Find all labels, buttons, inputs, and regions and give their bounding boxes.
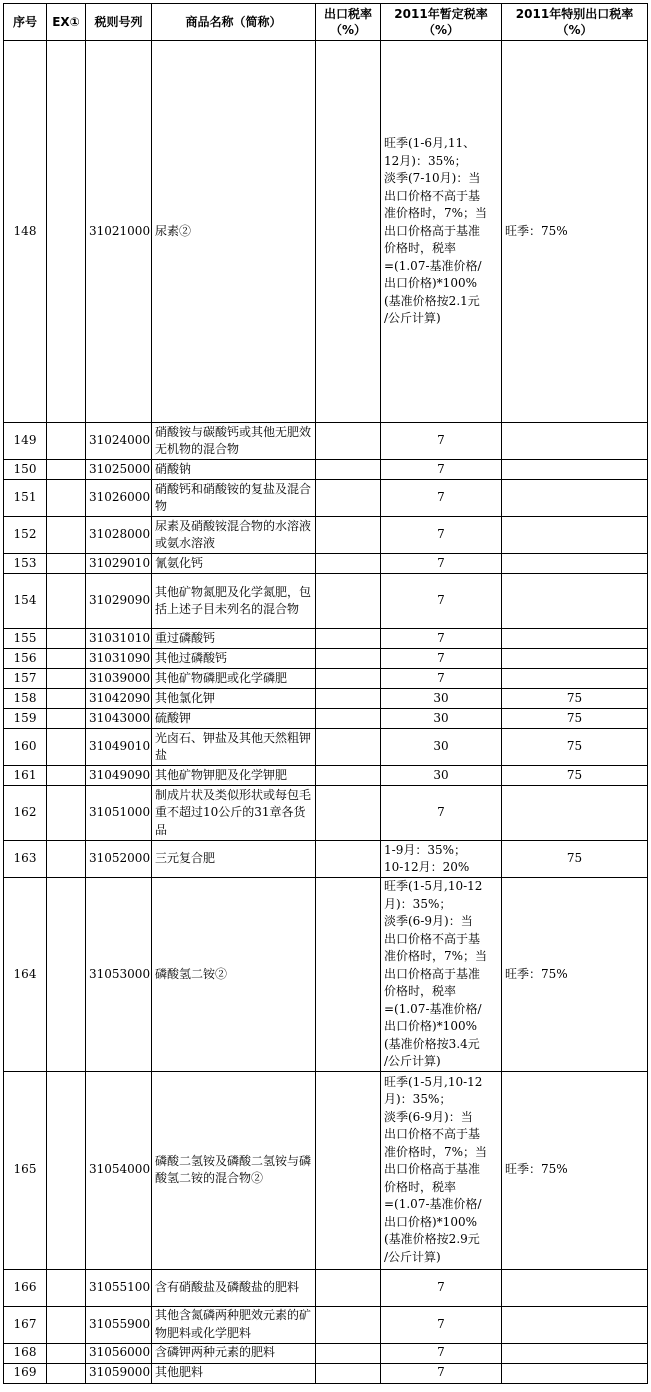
ex-cell — [47, 878, 86, 1072]
product-name-cell: 氰氨化钙 — [152, 554, 316, 574]
serial-cell: 167 — [4, 1306, 47, 1343]
ex-cell — [47, 629, 86, 649]
ex-cell — [47, 1363, 86, 1383]
special-rate-cell — [502, 669, 648, 689]
ex-cell — [47, 729, 86, 766]
export-rate-cell — [316, 649, 381, 669]
export-rate-cell — [316, 629, 381, 649]
product-name-cell: 磷酸二氢铵及磷酸二氢铵与磷酸氢二铵的混合物② — [152, 1071, 316, 1269]
special-rate-cell — [502, 1306, 648, 1343]
tariff-table — [3, 3, 648, 1384]
export-rate-cell — [316, 878, 381, 1072]
product-name-cell: 硝酸钠 — [152, 460, 316, 480]
serial-cell: 154 — [4, 574, 47, 629]
ex-cell — [47, 41, 86, 423]
product-name-cell: 其他矿物磷肥或化学磷肥 — [152, 669, 316, 689]
special-rate-cell: 75 — [502, 841, 648, 878]
ex-cell — [47, 669, 86, 689]
export-rate-cell — [316, 423, 381, 460]
table-row — [4, 480, 648, 517]
table-row — [4, 1343, 648, 1363]
export-rate-cell — [316, 554, 381, 574]
ex-cell — [47, 1306, 86, 1343]
ex-cell — [47, 1269, 86, 1306]
serial-cell: 166 — [4, 1269, 47, 1306]
serial-cell: 168 — [4, 1343, 47, 1363]
ex-cell — [47, 649, 86, 669]
temporary-rate-cell: 30 — [381, 709, 502, 729]
table-row — [4, 689, 648, 709]
ex-cell — [47, 574, 86, 629]
ex-cell — [47, 554, 86, 574]
product-name-cell: 硝酸铵与碳酸钙或其他无肥效无机物的混合物 — [152, 423, 316, 460]
temporary-rate-cell: 7 — [381, 1269, 502, 1306]
serial-cell: 169 — [4, 1363, 47, 1383]
tariff-code-cell: 31054000 — [86, 1071, 152, 1269]
table-row — [4, 729, 648, 766]
table-row — [4, 554, 648, 574]
special-rate-cell — [502, 1269, 648, 1306]
special-rate-cell — [502, 460, 648, 480]
export-rate-cell — [316, 841, 381, 878]
temporary-rate-cell: 7 — [381, 554, 502, 574]
special-rate-cell: 75 — [502, 766, 648, 786]
product-name-cell: 其他氯化钾 — [152, 689, 316, 709]
product-name-cell: 重过磷酸钙 — [152, 629, 316, 649]
temporary-rate-cell: 7 — [381, 460, 502, 480]
temporary-rate-cell: 旺季(1-6月,11、 12月)：35%； 淡季(7-10月)：当 出口价格不高于基 准价格时，7%；当 出口价格高于基准 价格时，税率 =(1.07-基准价格/ 出口价格)*100% (基准价格按2.1元 /公斤计算) — [381, 41, 502, 423]
ex-cell — [47, 786, 86, 841]
export-rate-cell — [316, 480, 381, 517]
tariff-code-cell: 31031090 — [86, 649, 152, 669]
export-rate-cell — [316, 689, 381, 709]
special-rate-cell — [502, 649, 648, 669]
export-rate-cell — [316, 1306, 381, 1343]
table-row — [4, 1071, 648, 1269]
product-name-cell: 含有硝酸盐及磷酸盐的肥料 — [152, 1269, 316, 1306]
ex-cell — [47, 841, 86, 878]
product-name-cell: 硫酸钾 — [152, 709, 316, 729]
serial-cell: 148 — [4, 41, 47, 423]
tariff-code-cell: 31042090 — [86, 689, 152, 709]
tariff-code-cell: 31021000 — [86, 41, 152, 423]
tariff-code-cell: 31025000 — [86, 460, 152, 480]
ex-cell — [47, 689, 86, 709]
table-row — [4, 766, 648, 786]
ex-cell — [47, 766, 86, 786]
temporary-rate-cell: 7 — [381, 1306, 502, 1343]
export-rate-cell — [316, 1363, 381, 1383]
special-rate-cell: 75 — [502, 729, 648, 766]
product-name-cell: 制成片状及类似形状或每包毛重不超过10公斤的31章各货品 — [152, 786, 316, 841]
serial-cell: 150 — [4, 460, 47, 480]
export-rate-cell — [316, 786, 381, 841]
special-rate-cell — [502, 1363, 648, 1383]
special-rate-cell — [502, 1343, 648, 1363]
ex-cell — [47, 423, 86, 460]
export-rate-cell — [316, 574, 381, 629]
table-row — [4, 649, 648, 669]
product-name-cell: 其他矿物氮肥及化学氮肥，包括上述子目未列名的混合物 — [152, 574, 316, 629]
tariff-code-cell: 31055100 — [86, 1269, 152, 1306]
special-rate-cell — [502, 554, 648, 574]
header-export-rate: 出口税率（%） — [316, 4, 381, 41]
temporary-rate-cell: 7 — [381, 517, 502, 554]
table-row — [4, 1306, 648, 1343]
serial-cell: 165 — [4, 1071, 47, 1269]
special-rate-cell — [502, 517, 648, 554]
serial-cell: 159 — [4, 709, 47, 729]
table-row — [4, 629, 648, 649]
temporary-rate-cell: 30 — [381, 766, 502, 786]
ex-cell — [47, 460, 86, 480]
header-ex: EX① — [47, 4, 86, 41]
product-name-cell: 硝酸钙和硝酸铵的复盐及混合物 — [152, 480, 316, 517]
export-rate-cell — [316, 1343, 381, 1363]
special-rate-cell: 旺季：75% — [502, 41, 648, 423]
special-rate-cell: 75 — [502, 709, 648, 729]
serial-cell: 160 — [4, 729, 47, 766]
table-row — [4, 878, 648, 1072]
tariff-code-cell: 31051000 — [86, 786, 152, 841]
ex-cell — [47, 517, 86, 554]
tariff-code-cell: 31043000 — [86, 709, 152, 729]
ex-cell — [47, 480, 86, 517]
table-row — [4, 1363, 648, 1383]
serial-cell: 164 — [4, 878, 47, 1072]
temporary-rate-cell: 30 — [381, 729, 502, 766]
tariff-code-cell: 31029010 — [86, 554, 152, 574]
serial-cell: 155 — [4, 629, 47, 649]
tariff-code-cell: 31028000 — [86, 517, 152, 554]
tariff-code-cell: 31049010 — [86, 729, 152, 766]
product-name-cell: 其他肥料 — [152, 1363, 316, 1383]
product-name-cell: 尿素及硝酸铵混合物的水溶液或氨水溶液 — [152, 517, 316, 554]
tariff-code-cell: 31049090 — [86, 766, 152, 786]
temporary-rate-cell: 7 — [381, 1363, 502, 1383]
special-rate-cell — [502, 786, 648, 841]
temporary-rate-cell: 7 — [381, 480, 502, 517]
table-body — [4, 41, 648, 1384]
product-name-cell: 其他矿物钾肥及化学钾肥 — [152, 766, 316, 786]
table-row — [4, 841, 648, 878]
table-row — [4, 1269, 648, 1306]
header-special-rate: 2011年特别出口税率（%） — [502, 4, 648, 41]
ex-cell — [47, 709, 86, 729]
temporary-rate-cell: 7 — [381, 649, 502, 669]
special-rate-cell — [502, 629, 648, 649]
temporary-rate-cell: 7 — [381, 669, 502, 689]
product-name-cell: 光卤石、钾盐及其他天然粗钾盐 — [152, 729, 316, 766]
special-rate-cell: 旺季：75% — [502, 1071, 648, 1269]
export-rate-cell — [316, 729, 381, 766]
header-temporary-rate: 2011年暂定税率（%） — [381, 4, 502, 41]
serial-cell: 149 — [4, 423, 47, 460]
tariff-code-cell: 31039000 — [86, 669, 152, 689]
temporary-rate-cell: 7 — [381, 423, 502, 460]
temporary-rate-cell: 7 — [381, 786, 502, 841]
serial-cell: 156 — [4, 649, 47, 669]
special-rate-cell — [502, 423, 648, 460]
temporary-rate-cell: 30 — [381, 689, 502, 709]
serial-cell: 158 — [4, 689, 47, 709]
table-row — [4, 669, 648, 689]
serial-cell: 152 — [4, 517, 47, 554]
product-name-cell: 尿素② — [152, 41, 316, 423]
export-rate-cell — [316, 766, 381, 786]
table-row — [4, 423, 648, 460]
special-rate-cell — [502, 480, 648, 517]
temporary-rate-cell: 旺季(1-5月,10-12 月)：35%； 淡季(6-9月)：当 出口价格不高于基 准价格时，7%；当 出口价格高于基准 价格时，税率 =(1.07-基准价格/ 出口价格)*100% (基准价格按2.9元 /公斤计算) — [381, 1071, 502, 1269]
export-rate-cell — [316, 1269, 381, 1306]
product-name-cell: 三元复合肥 — [152, 841, 316, 878]
export-rate-cell — [316, 517, 381, 554]
table-row — [4, 460, 648, 480]
header-product-name: 商品名称（简称） — [152, 4, 316, 41]
header-tariff-code: 税则号列 — [86, 4, 152, 41]
tariff-code-cell: 31056000 — [86, 1343, 152, 1363]
special-rate-cell — [502, 574, 648, 629]
serial-cell: 153 — [4, 554, 47, 574]
temporary-rate-cell: 7 — [381, 1343, 502, 1363]
serial-cell: 151 — [4, 480, 47, 517]
table-row — [4, 517, 648, 554]
header-row — [4, 4, 648, 41]
tariff-code-cell: 31059000 — [86, 1363, 152, 1383]
tariff-code-cell: 31026000 — [86, 480, 152, 517]
export-rate-cell — [316, 669, 381, 689]
serial-cell: 157 — [4, 669, 47, 689]
tariff-code-cell: 31052000 — [86, 841, 152, 878]
tariff-code-cell: 31024000 — [86, 423, 152, 460]
header-serial: 序号 — [4, 4, 47, 41]
temporary-rate-cell: 旺季(1-5月,10-12 月)：35%； 淡季(6-9月)：当 出口价格不高于基 准价格时，7%；当 出口价格高于基准 价格时，税率 =(1.07-基准价格/ 出口价格)*100% (基准价格按3.4元 /公斤计算) — [381, 878, 502, 1072]
product-name-cell: 其他过磷酸钙 — [152, 649, 316, 669]
product-name-cell: 含磷钾两种元素的肥料 — [152, 1343, 316, 1363]
table-row — [4, 41, 648, 423]
serial-cell: 161 — [4, 766, 47, 786]
temporary-rate-cell: 1-9月：35%； 10-12月：20% — [381, 841, 502, 878]
tariff-code-cell: 31053000 — [86, 878, 152, 1072]
export-rate-cell — [316, 41, 381, 423]
tariff-code-cell: 31055900 — [86, 1306, 152, 1343]
table-row — [4, 786, 648, 841]
table-row — [4, 709, 648, 729]
serial-cell: 163 — [4, 841, 47, 878]
export-rate-cell — [316, 1071, 381, 1269]
tariff-code-cell: 31031010 — [86, 629, 152, 649]
table-row — [4, 574, 648, 629]
ex-cell — [47, 1343, 86, 1363]
product-name-cell: 其他含氮磷两种肥效元素的矿物肥料或化学肥料 — [152, 1306, 316, 1343]
export-rate-cell — [316, 709, 381, 729]
temporary-rate-cell: 7 — [381, 629, 502, 649]
special-rate-cell: 旺季：75% — [502, 878, 648, 1072]
special-rate-cell: 75 — [502, 689, 648, 709]
product-name-cell: 磷酸氢二铵② — [152, 878, 316, 1072]
ex-cell — [47, 1071, 86, 1269]
tariff-code-cell: 31029090 — [86, 574, 152, 629]
serial-cell: 162 — [4, 786, 47, 841]
export-rate-cell — [316, 460, 381, 480]
temporary-rate-cell: 7 — [381, 574, 502, 629]
